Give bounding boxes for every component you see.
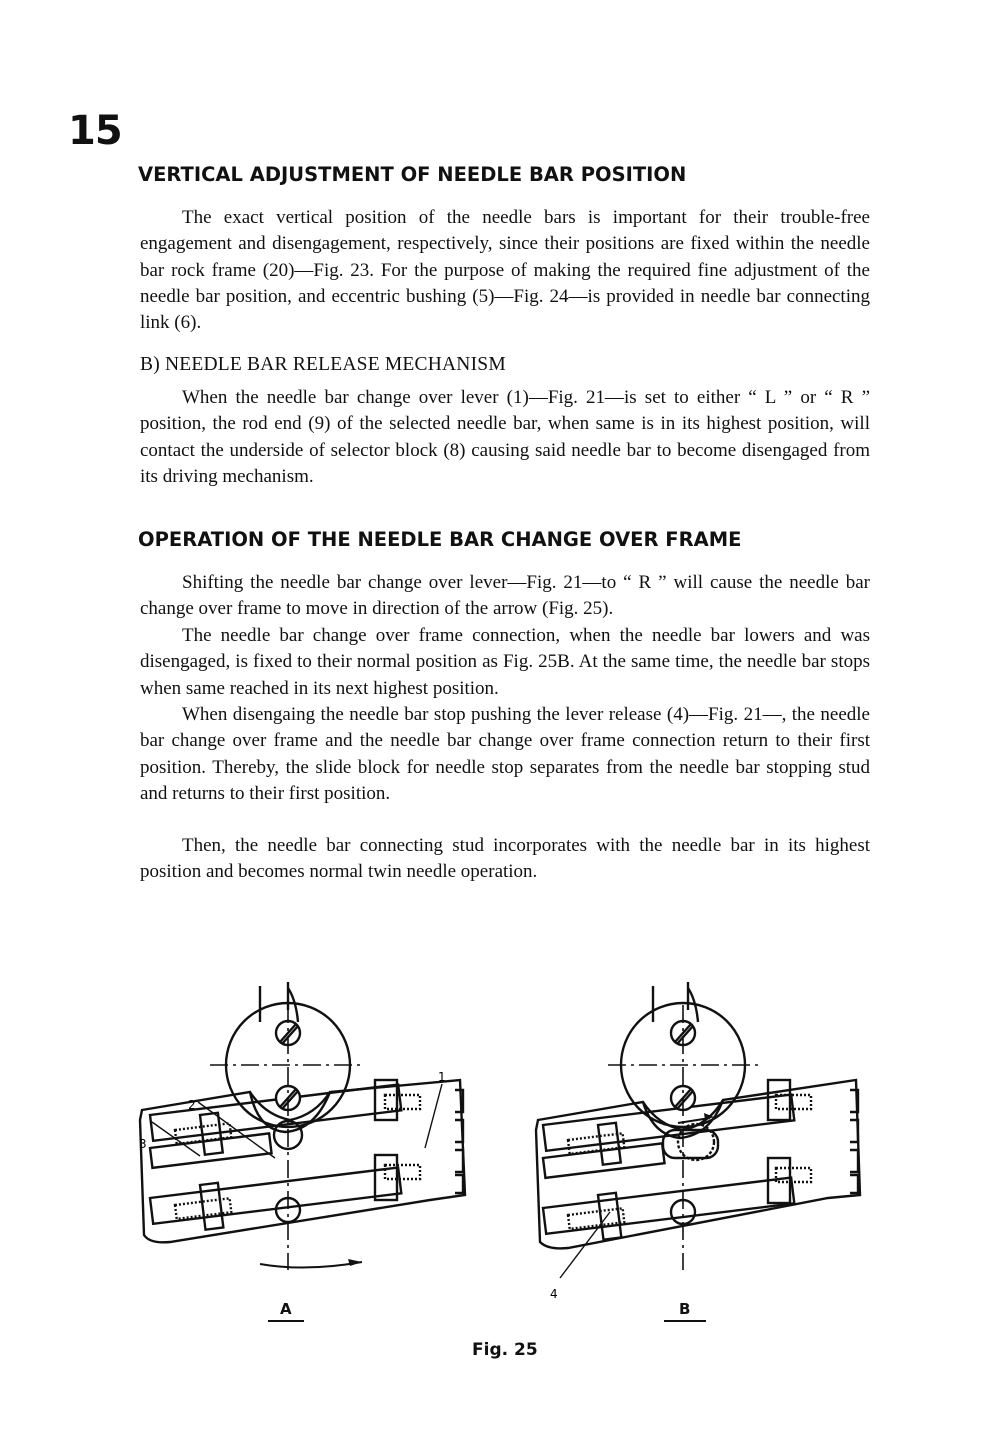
- paragraph-operation-3: When disengaing the needle bar stop pushing the lever release (4)—Fig. 21—, the needle bar change over frame and the needle bar change over frame connection return to their first position. Thereby, the slide block for needle stop separates from the needle bar stopping stud and returns to their first position.: [140, 704, 870, 804]
- section-heading-change-over-frame: OPERATION OF THE NEEDLE BAR CHANGE OVER FRAME: [138, 528, 742, 551]
- figure-label-a: A: [280, 1300, 292, 1318]
- paragraph-operation-1: Shifting the needle bar change over lever—Fig. 21—to “ R ” will cause the needle bar change over frame to move in direction of the arrow (Fig. 25).: [140, 572, 870, 620]
- callout-1: 1: [438, 1070, 446, 1084]
- figure-25a-diagram: [130, 980, 480, 1300]
- subsection-heading-release-mechanism: B) NEEDLE BAR RELEASE MECHANISM: [140, 354, 506, 375]
- callout-2: 2: [188, 1098, 196, 1112]
- paragraph-vertical-adjustment: The exact vertical position of the needle bars is important for their trouble-free engagement and disengagement, respectively, since their positions are fixed within the needle bar rock frame (20)—Fig. 23. For the purpose of making the required fine adjustment of the needle bar position, and eccentric bushing (5)—Fig. 24—is provided in needle bar connecting link (6).: [140, 207, 870, 334]
- callout-4: 4: [550, 1287, 558, 1300]
- callout-3: 3: [139, 1137, 147, 1151]
- page-number: 15: [68, 108, 122, 154]
- figure-caption: Fig. 25: [472, 1340, 538, 1360]
- section-heading-vertical-adjustment: VERTICAL ADJUSTMENT OF NEEDLE BAR POSITION: [138, 163, 687, 186]
- paragraph-release-mechanism: When the needle bar change over lever (1)—Fig. 21—is set to either “ L ” or “ R ” position, the rod end (9) of the selected needle bar, when same is in its highest position, will contact the underside of selector block (8) causing said needle bar to become disengaged from its driving mechanism.: [140, 387, 870, 487]
- figure-label-b-underline: [664, 1320, 706, 1322]
- figure-25b-diagram: [528, 980, 878, 1300]
- figure-label-a-underline: [268, 1320, 304, 1322]
- figure-label-b: B: [679, 1300, 691, 1318]
- paragraph-operation-2: The needle bar change over frame connection, when the needle bar lowers and was disengaged, is fixed to their normal position as Fig. 25B. At the same time, the needle bar stops when same reached in its next highest position.: [140, 625, 870, 699]
- paragraph-operation-4: Then, the needle bar connecting stud incorporates with the needle bar in its highest position and becomes normal twin needle operation.: [140, 835, 870, 883]
